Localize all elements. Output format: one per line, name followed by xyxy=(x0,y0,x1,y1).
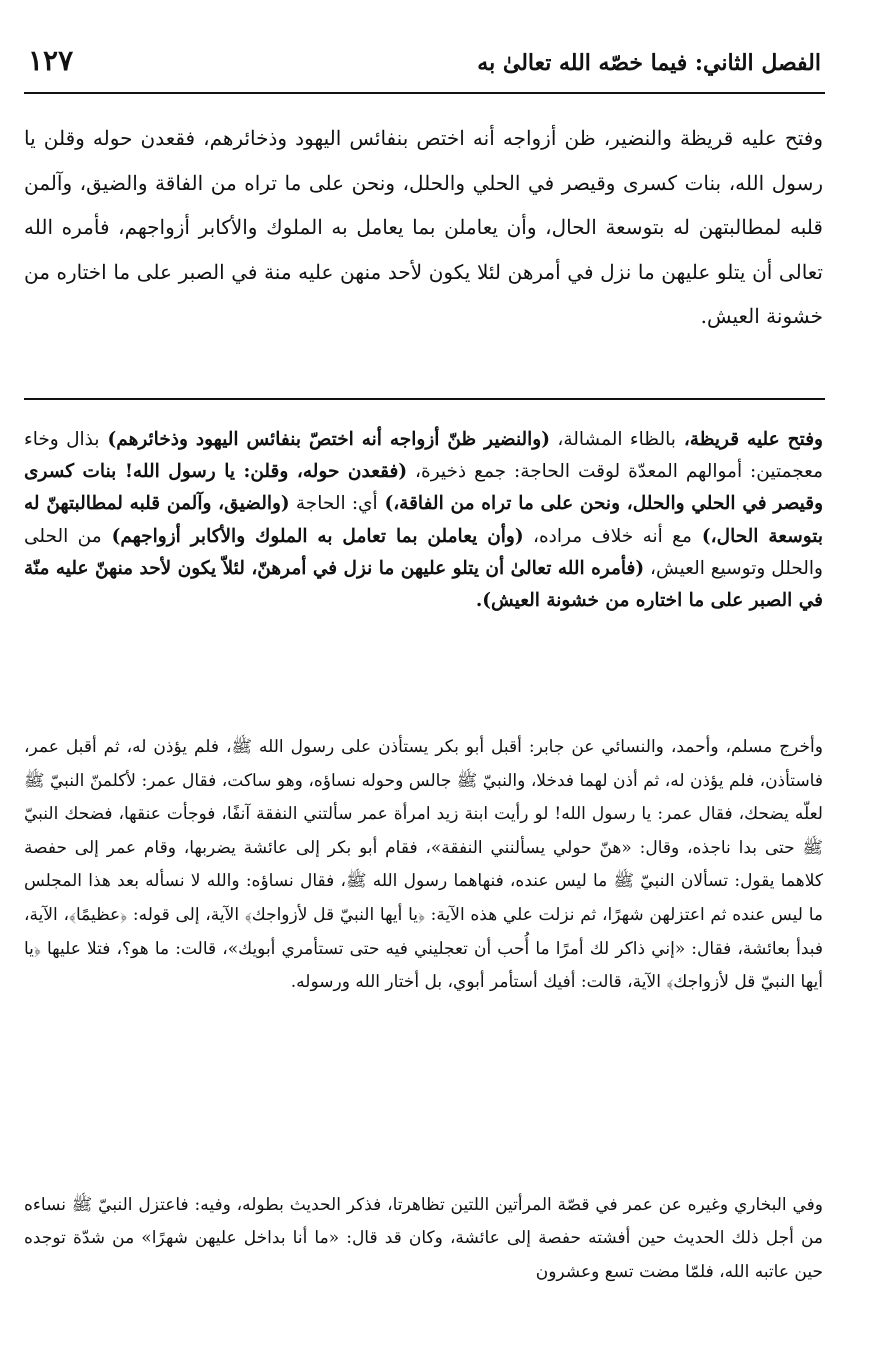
commentary-quoted-text: وفتح عليه قريظة، xyxy=(675,429,823,450)
paragraph-3: وفي البخاري وغيره عن عمر في قصّة المرأتين اللتين تظاهرتا، فذكر الحديث بطوله، وفيه: فاعتزل النبيّ ﷺ نساءه من أجل ذلك الحديث حين أفشته حفصة إلى عائشة، وكان قد قال: «ما أنا بداخل عليهن شهرًا» من شدّة توجده حين عاتبه الله، فلمّا مضت تسع وعشرون xyxy=(24,1195,823,1282)
narration-paragraph-muslim xyxy=(24,731,823,1000)
commentary-gloss: بالظاء المشالة، xyxy=(550,429,676,450)
paragraph-2: وأخرج مسلم، وأحمد، والنسائي عن جابر: أقبل أبو بكر يستأذن على رسول الله ﷺ، فلم يؤذن له، ثم أقبل عمر، فاستأذن، فلم يؤذن له، ثم أذن لهما فدخلا، والنبيّ ﷺ جالس وحوله نساؤه، وهو ساكت، فقال عمر: لأكلمنّ النبيّ ﷺ لعلّه يضحك، فقال عمر: يا رسول الله! لو رأيت ابنة زيد امرأة عمر سألتني النفقة آنفًا، فوجأت عنقها، فضحك النبيّ ﷺ حتى بدا ناجذه، وقال: «هنّ حولي يسألنني النفقة»، فقام أبو بكر إلى عائشة يضربها، وقام عمر إلى حفصة كلاهما يقول: تسألان النبيّ ﷺ ما ليس عنده، فنهاهما رسول الله ﷺ، فقال نساؤه: والله لا نسأله بعد هذا المجلس ما ليس عنده ثم اعتزلهن شهرًا، ثم نزلت علي هذه الآية: ﴿يا أيها النبيّ قل لأزواجك﴾ الآية، إلى قوله: ﴿عظيمًا﴾، الآية، فبدأ بعائشة، فقال: «إني ذاكر لك أمرًا ما أُحب أن تعجليني فيه حتى تستأمري أبويك»، قالت: ما هو؟، فتلا عليها ﴿يا أيها النبيّ قل لأزواجك﴾ الآية، قالت: أفيك أستأمر أبوي، بل أختار الله ورسوله. xyxy=(24,737,823,993)
commentary-gloss: بذال وخاء معجمتين: أموالهم المعدّة لوقت الحاجة: جمع ذخيرة، xyxy=(24,429,823,483)
commentary-gloss: من الحلى والحلل وتوسيع العيش، xyxy=(24,525,823,579)
header-rule xyxy=(24,92,825,94)
page-header xyxy=(28,44,821,77)
page-number: ١٢٧ xyxy=(28,44,74,77)
main-text-paragraph: وفتح عليه قريظة والنضير، ظن أزواجه أنه اختص بنفائس اليهود وذخائرهم، فقعدن حوله وقلن يا رسول الله، بنات كسرى وقيصر في الحلي والحلل، ونحن على ما تراه من الفاقة والضيق، وآلمن قلبه لمطالبتهن له بتوسعة الحال، وأن يعاملن بما يعامل به الملوك والأكابر أزواجهم، فأمره الله تعالى أن يتلو عليهن ما نزل في أمرهن لئلا يكون لأحد منهن عليه منة في الصبر على ما اختاره من خشونة العيش. xyxy=(24,126,823,328)
commentary xyxy=(24,424,823,617)
main-text xyxy=(24,116,823,339)
commentary-gloss: مع أنه خلاف مراده، xyxy=(523,525,692,547)
narration-paragraph-bukhari xyxy=(24,1189,823,1289)
commentary-quoted-text: (والنضير ظنّ أزواجه أنه اختصّ بنفائس اليهود وذخائرهم) xyxy=(99,429,550,450)
commentary-paragraph xyxy=(24,424,823,617)
commentary-quoted-text: (فقعدن حوله، وقلن: يا رسول الله! بنات كسرى وقيصر في الحلي والحلل، ونحن على ما تراه من الفاقة،) xyxy=(24,461,823,515)
section-divider xyxy=(24,398,825,400)
commentary-quoted-text: (وأن يعاملن بما تعامل به الملوك والأكابر أزواجهم) xyxy=(101,525,524,547)
commentary-quoted-text: (فأمره الله تعالىٰ أن يتلو عليهن ما نزل في أمرهنّ، لئلاّ يكون لأحد منهنّ عليه منّة في الصبر على ما اختاره من خشونة العيش). xyxy=(24,557,823,612)
chapter-title: الفصل الثاني: فيما خصّه الله تعالىٰ به xyxy=(477,50,821,76)
commentary-quoted-text: (والضيق، وآلمن قلبه لمطالبتهنّ له بتوسعة الحال،) xyxy=(24,493,823,547)
commentary-gloss: أي: الحاجة xyxy=(289,493,378,515)
